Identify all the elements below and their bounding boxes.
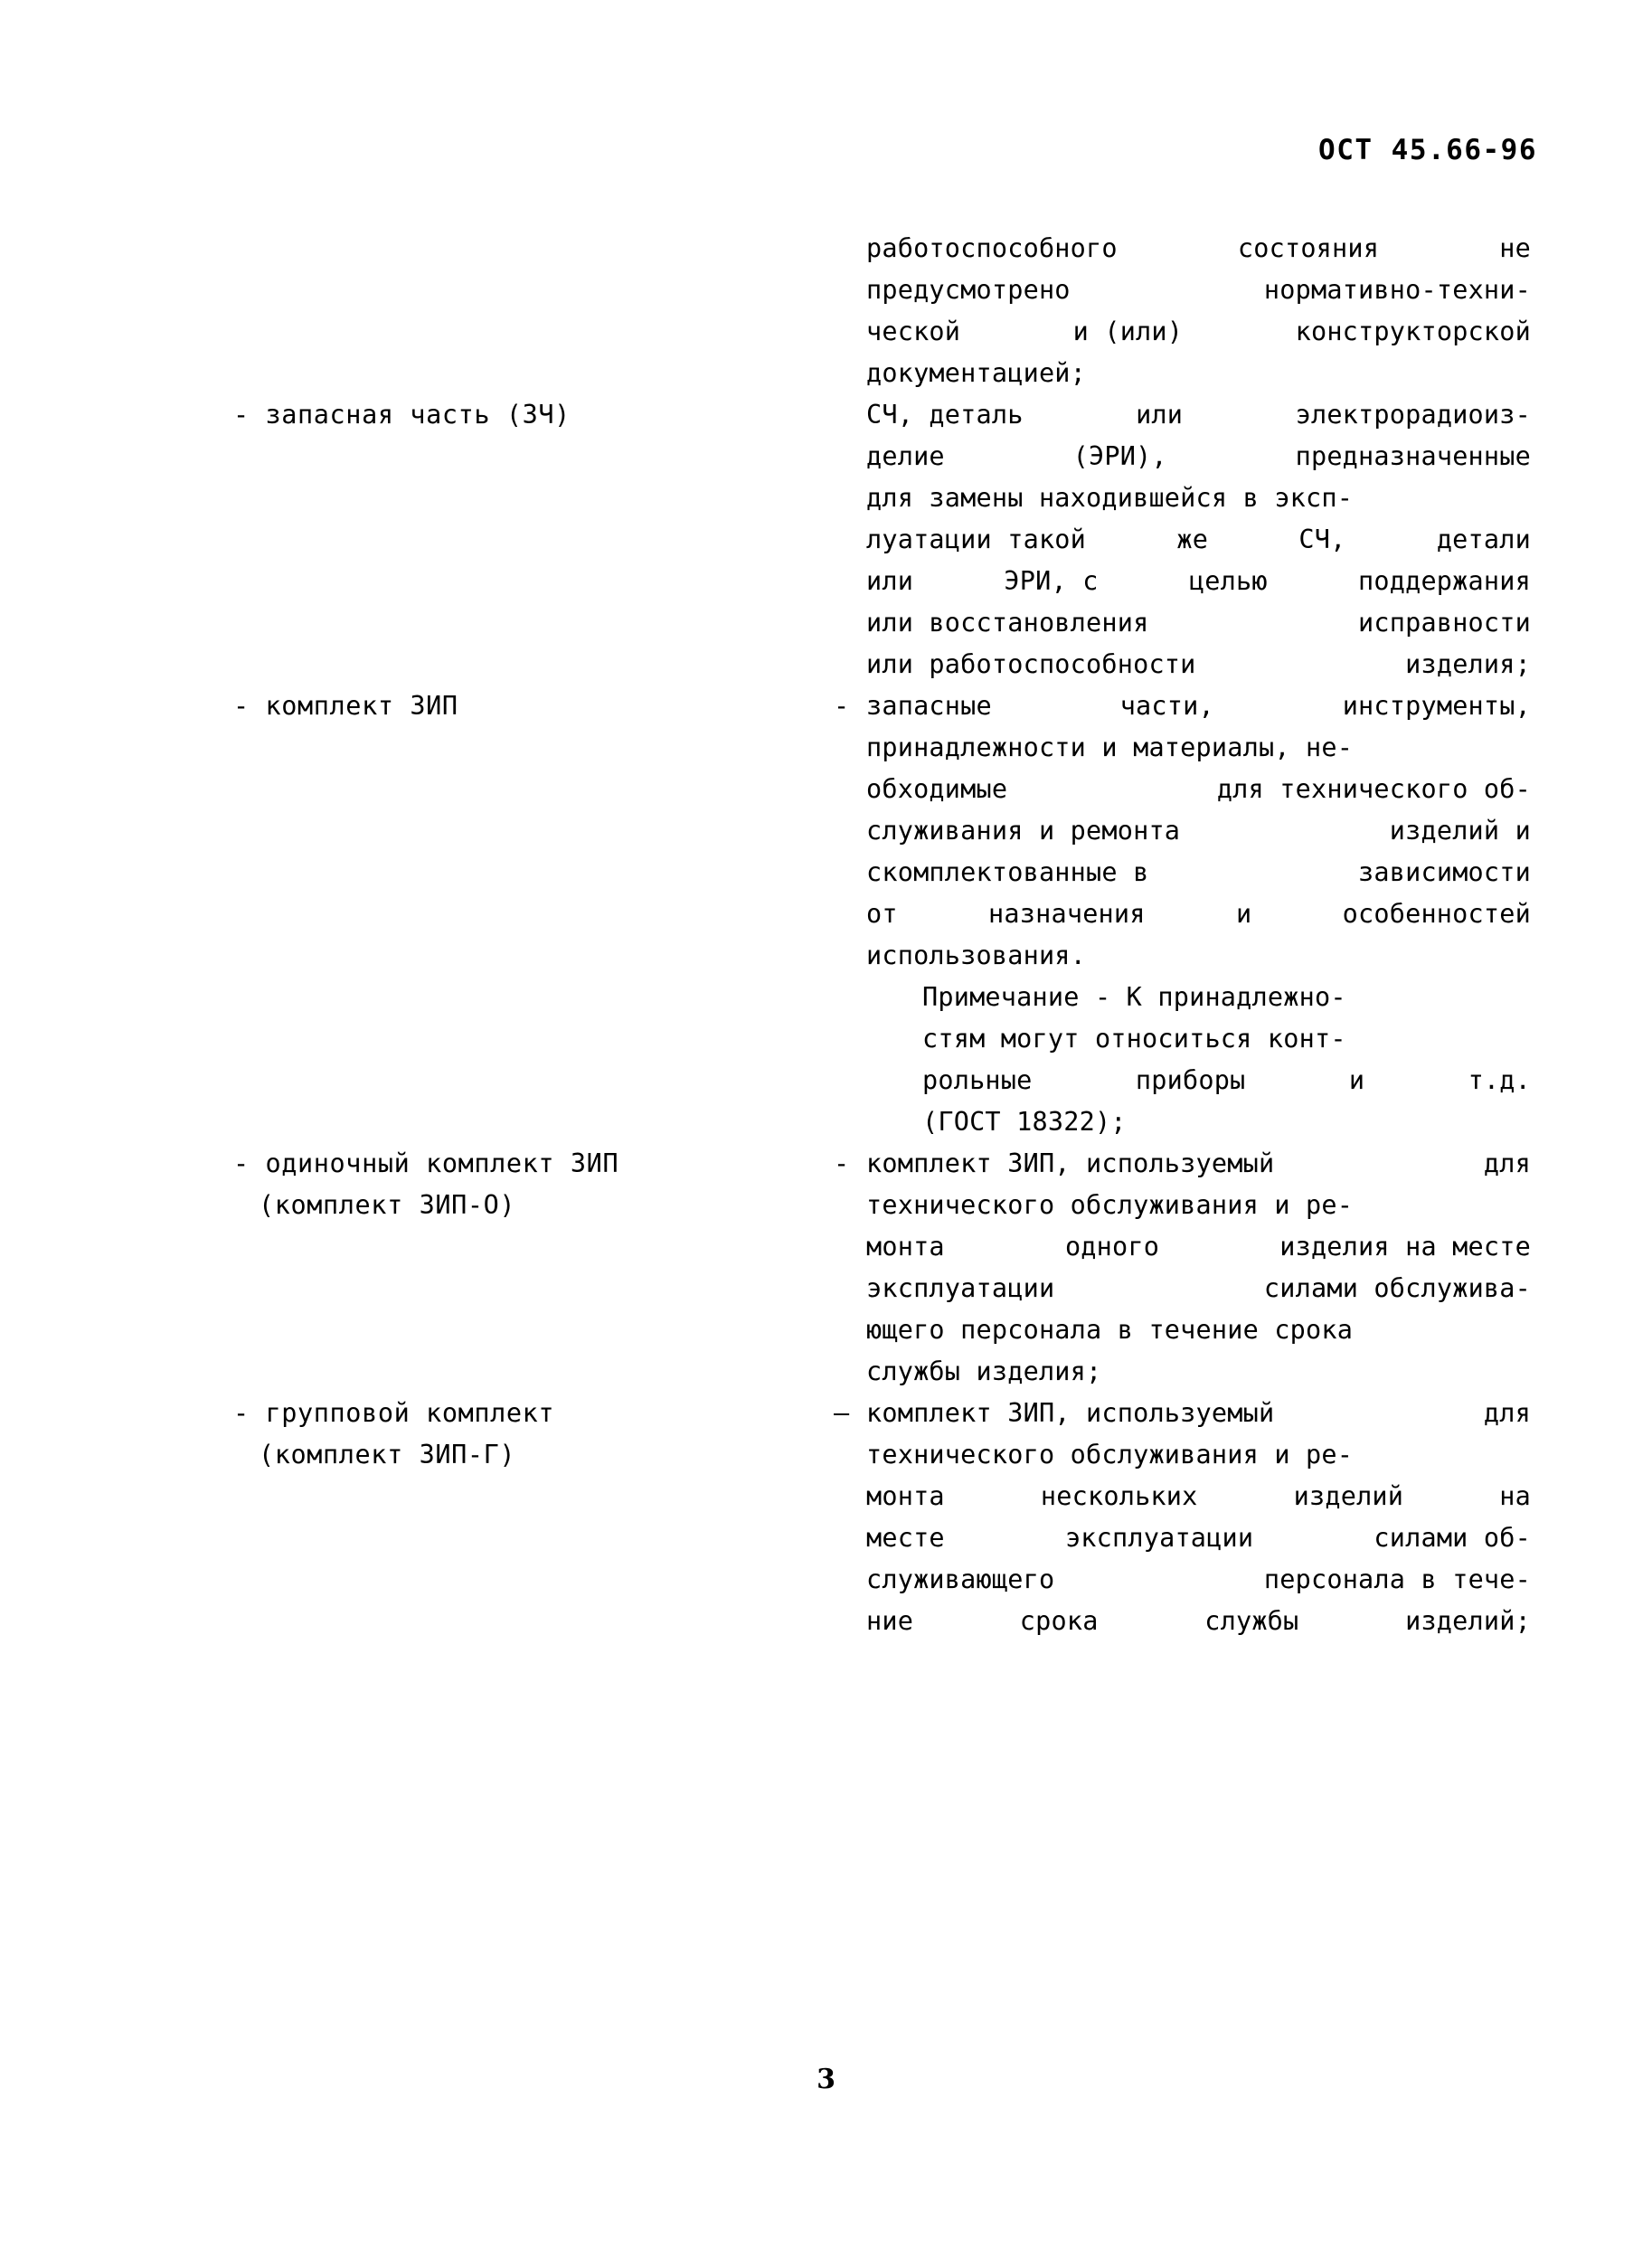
- text-segment: технического обслуживания и ре-: [866, 1440, 1354, 1469]
- definition-line: [866, 644, 1531, 685]
- text-segment: Примечание - К принадлежно-: [922, 982, 1346, 1012]
- text-segment: персонала в тече-: [1263, 1564, 1531, 1594]
- definition-line: [866, 852, 1531, 893]
- running-head: ОСТ 45.66-96: [1318, 134, 1537, 166]
- page-number: 3: [817, 2064, 835, 2095]
- text-segment: изделия;: [1405, 649, 1531, 679]
- text-segment: инструменты,: [1342, 691, 1531, 721]
- text-segment: зависимости: [1358, 857, 1531, 887]
- text-segment: эксплуатации: [1064, 1523, 1254, 1553]
- text-segment: ние: [866, 1606, 914, 1636]
- text-segment: на: [1499, 1481, 1531, 1511]
- text-segment: запасные: [866, 691, 992, 721]
- definition-list: [0, 228, 1652, 1642]
- definition-line: [866, 269, 1531, 311]
- definition-line: [866, 769, 1531, 810]
- text-segment: (ЭРИ),: [1072, 441, 1167, 471]
- definition-entry: [0, 685, 1652, 1143]
- definition-line: [866, 1351, 1531, 1393]
- text-segment: делие: [866, 441, 945, 471]
- term-label: [233, 685, 821, 727]
- definition-line: [866, 1434, 1531, 1476]
- lead-dash: -: [834, 691, 850, 721]
- definition-entry: [0, 394, 1652, 685]
- term-text: - групповой комплект: [233, 1398, 555, 1428]
- definition-line: [866, 1476, 1531, 1517]
- text-segment: ющего персонала в течение срока: [866, 1315, 1354, 1345]
- text-segment: ческой: [866, 317, 961, 346]
- term-label: [233, 394, 821, 436]
- definition-entry: [0, 228, 1652, 394]
- text-segment: срока: [1019, 1606, 1099, 1636]
- text-segment: или: [1136, 400, 1184, 430]
- definition-text: [834, 1143, 1531, 1393]
- text-segment: службы: [1204, 1606, 1299, 1636]
- term-text: - одиночный комплект ЗИП: [233, 1148, 619, 1178]
- definition-line: [866, 311, 1531, 353]
- definition-line: [866, 685, 1531, 727]
- text-segment: (ГОСТ 18322);: [922, 1107, 1127, 1137]
- definition-line: [866, 935, 1531, 977]
- definition-line: [866, 1393, 1531, 1434]
- note-line: [922, 1018, 1531, 1060]
- text-segment: для технического об-: [1216, 774, 1531, 804]
- text-segment: силами обслужива-: [1263, 1273, 1531, 1303]
- definition-line: [866, 810, 1531, 852]
- definition-line: [866, 228, 1531, 269]
- term-label: [233, 1143, 821, 1226]
- text-segment: эксплуатации: [866, 1273, 1055, 1303]
- definition-line: [866, 602, 1531, 644]
- text-segment: использования.: [866, 940, 1087, 970]
- definition-line: [866, 1268, 1531, 1309]
- definition-line: [866, 477, 1531, 519]
- text-segment: назначения: [988, 899, 1146, 929]
- text-segment: и (или): [1072, 317, 1184, 346]
- definition-line: [866, 1601, 1531, 1642]
- text-segment: и: [1235, 899, 1252, 929]
- text-segment: особенностей: [1342, 899, 1531, 929]
- text-segment: ЭРИ, с: [1004, 566, 1099, 596]
- definition-line: [866, 893, 1531, 935]
- text-segment: обходимые: [866, 774, 1008, 804]
- text-segment: же: [1176, 524, 1209, 554]
- definition-line: [866, 353, 1531, 394]
- text-segment: изделий: [1293, 1481, 1404, 1511]
- text-segment: целью: [1188, 566, 1268, 596]
- definition-line: [866, 1143, 1531, 1185]
- text-segment: монта: [866, 1481, 945, 1511]
- term-text: - комплект ЗИП: [233, 691, 458, 721]
- text-segment: изделий;: [1405, 1606, 1531, 1636]
- text-segment: изделия на месте: [1279, 1232, 1531, 1262]
- definition-line: [866, 436, 1531, 477]
- text-segment: служивания и ремонта: [866, 816, 1181, 846]
- text-segment: служивающего: [866, 1564, 1055, 1594]
- text-segment: состояния: [1237, 233, 1380, 263]
- text-segment: приборы: [1135, 1065, 1246, 1095]
- text-segment: исправности: [1358, 608, 1531, 638]
- text-segment: комплект ЗИП, используемый: [866, 1148, 1275, 1178]
- definition-text: [834, 1393, 1531, 1642]
- text-segment: монта: [866, 1232, 945, 1262]
- text-segment: скомплектованные в: [866, 857, 1149, 887]
- text-segment: стям могут относиться конт-: [922, 1024, 1346, 1054]
- definition-text: [834, 685, 1531, 1143]
- text-segment: работоспособного: [866, 233, 1118, 263]
- text-segment: нескольких: [1040, 1481, 1198, 1511]
- definition-line: [866, 727, 1531, 769]
- text-segment: для: [1483, 1398, 1531, 1428]
- text-segment: или восстановления: [866, 608, 1149, 638]
- text-segment: службы изделия;: [866, 1356, 1102, 1386]
- text-segment: или работоспособности: [866, 649, 1196, 679]
- text-segment: части,: [1119, 691, 1214, 721]
- text-segment: конструкторской: [1295, 317, 1531, 346]
- term-alias: (комплект ЗИП-Г): [259, 1440, 516, 1469]
- text-segment: для: [1483, 1148, 1531, 1178]
- text-segment: документацией;: [866, 358, 1087, 388]
- text-segment: изделий и: [1389, 816, 1531, 846]
- lead-dash: -: [834, 1148, 850, 1178]
- definition-entry: [0, 1143, 1652, 1393]
- text-segment: технического обслуживания и ре-: [866, 1190, 1354, 1220]
- lead-dash: –: [834, 1398, 850, 1428]
- text-segment: т.д.: [1468, 1065, 1531, 1095]
- definition-line: [866, 1517, 1531, 1559]
- definition-entry: [0, 1393, 1652, 1642]
- text-segment: предназначенные: [1295, 441, 1531, 471]
- definition-line: [866, 1309, 1531, 1351]
- text-segment: не: [1499, 233, 1531, 263]
- definition-line: [866, 561, 1531, 602]
- definition-line: [866, 1226, 1531, 1268]
- text-segment: и: [1348, 1065, 1365, 1095]
- definition-line: [866, 1559, 1531, 1601]
- text-segment: рольные: [922, 1065, 1033, 1095]
- note-block: [922, 977, 1531, 1143]
- text-segment: нормативно-техни-: [1263, 275, 1531, 305]
- text-segment: силами об-: [1374, 1523, 1531, 1553]
- text-segment: для замены находившейся в эксп-: [866, 483, 1354, 513]
- term-label: [233, 1393, 821, 1476]
- term-alias: (комплект ЗИП-О): [259, 1190, 516, 1220]
- text-segment: электрорадиоиз-: [1295, 400, 1531, 430]
- definition-text: [866, 228, 1531, 394]
- text-segment: луатации такой: [866, 524, 1087, 554]
- text-segment: одного: [1064, 1232, 1160, 1262]
- definition-line: [866, 519, 1531, 561]
- note-line: [922, 1060, 1531, 1101]
- text-segment: комплект ЗИП, используемый: [866, 1398, 1275, 1428]
- definition-line: [866, 394, 1531, 436]
- text-segment: месте: [866, 1523, 945, 1553]
- text-segment: СЧ,: [1298, 524, 1346, 554]
- text-segment: предусмотрено: [866, 275, 1071, 305]
- text-segment: или: [866, 566, 914, 596]
- text-segment: принадлежности и материалы, не-: [866, 732, 1354, 762]
- text-segment: СЧ, деталь: [866, 400, 1024, 430]
- definition-line: [866, 1185, 1531, 1226]
- note-line: [922, 1101, 1531, 1143]
- term-text: - запасная часть (ЗЧ): [233, 400, 571, 430]
- definition-text: [866, 394, 1531, 685]
- text-segment: от: [866, 899, 898, 929]
- note-line: [922, 977, 1531, 1018]
- text-segment: детали: [1436, 524, 1531, 554]
- text-segment: поддержания: [1358, 566, 1531, 596]
